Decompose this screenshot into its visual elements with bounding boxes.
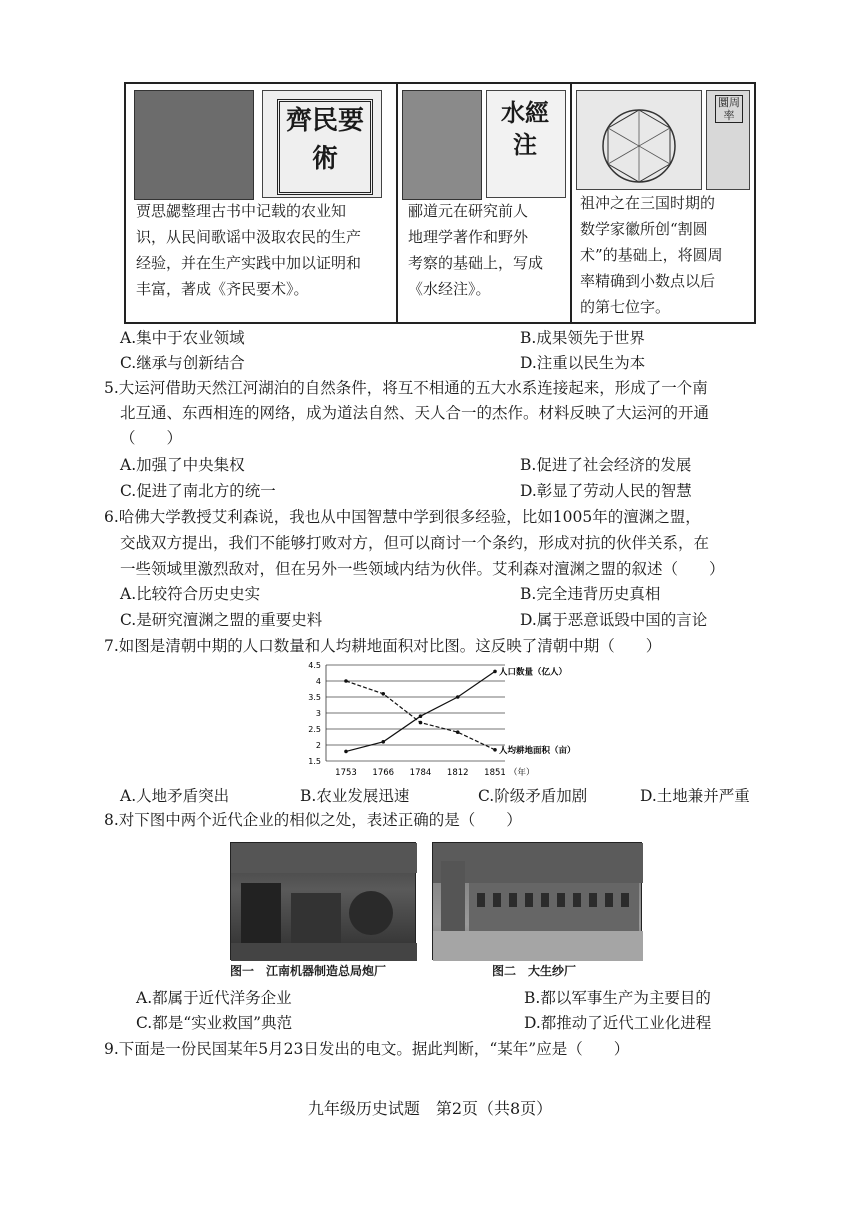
- y-tick-label: 2.5: [308, 725, 321, 734]
- book-page-photo: [134, 90, 254, 200]
- data-point: [493, 670, 497, 674]
- book-cover-photo: [486, 90, 566, 198]
- factory-photo-2: [432, 842, 642, 960]
- data-point: [344, 679, 348, 683]
- q5-option-b: B.促进了社会经济的发展: [520, 456, 692, 474]
- q5-option-c: C.促进了南北方的统一: [120, 482, 276, 500]
- q6-stem-line2: 交战双方提出，我们不能够打败对方，但可以商讨一个条约，形成对抗的伙伴关系，在: [120, 534, 710, 552]
- q5-option-d: D.彰显了劳动人民的智慧: [520, 482, 692, 500]
- y-tick-label: 4.5: [308, 661, 321, 670]
- y-tick-label: 4: [315, 677, 321, 686]
- x-tick-label: 1851: [484, 768, 506, 778]
- y-tick-label: 1.5: [308, 757, 321, 766]
- data-point: [493, 748, 497, 752]
- data-point: [344, 750, 348, 754]
- q4-option-d: D.注重以民生为本: [520, 354, 646, 372]
- q8-option-d: D.都推动了近代工业化进程: [524, 1014, 712, 1032]
- cell-text: 祖冲之在三国时期的 数学家徽所创“割圆 术”的基础上，将圆周 率精确到小数点以后 的第七位字。: [580, 194, 723, 316]
- q6-option-c: C.是研究澶渊之盟的重要史料: [120, 611, 323, 629]
- q8-option-a: A.都属于近代洋务企业: [136, 989, 292, 1007]
- data-point: [456, 730, 460, 734]
- q6-option-d: D.属于恶意诋毁中国的言论: [520, 611, 708, 629]
- series-label: 人口数量（亿人）: [499, 667, 568, 678]
- q7-option-c: C.阶级矛盾加剧: [478, 787, 588, 805]
- book-title-stamp: 水經注: [501, 98, 549, 159]
- q4-option-a: A.集中于农业领域: [120, 329, 245, 347]
- page-footer: 九年级历史试题 第2页（共8页）: [307, 1099, 553, 1118]
- q7-option-d: D.土地兼并严重: [640, 787, 750, 805]
- x-unit-label: （年）: [509, 768, 535, 778]
- cell-text: 郦道元在研究前人 地理学著作和野外 考察的基础上，写成 《水经注》。: [408, 202, 544, 298]
- cell-text: 贾思勰整理古书中记载的农业知 识，从民间歌谣中汲取农民的生产 经验，并在生产实践中加以证明和 丰富，著成《齐民要术》。: [136, 202, 362, 298]
- y-tick-label: 3: [315, 709, 321, 718]
- q8-option-b: B.都以军事生产为主要目的: [524, 989, 711, 1007]
- series-label: 人均耕地面积（亩）: [499, 745, 576, 756]
- q7-stem: 7.如图是清朝中期的人口数量和人均耕地面积对比图。这反映了清朝中期（ ）: [104, 637, 662, 655]
- data-point: [419, 721, 423, 725]
- table-cell-qimin: [126, 84, 398, 322]
- y-tick-label: 3.5: [308, 693, 321, 702]
- q5-option-a: A.加强了中央集权: [120, 456, 245, 474]
- q5-stem-line2: 北互通、东西相连的网络，成为道法自然、天人合一的杰作。材料反映了大运河的开通: [120, 404, 710, 422]
- q4-option-c: C.继承与创新结合: [120, 354, 245, 372]
- population-land-chart: [300, 655, 576, 780]
- q5-stem-line3: （ ）: [120, 429, 183, 447]
- q6-option-a: A.比较符合历史史实: [120, 585, 261, 603]
- x-tick-label: 1784: [409, 768, 432, 778]
- table-cell-zuchongzhi: [572, 84, 754, 322]
- data-point: [419, 714, 423, 718]
- q4-option-b: B.成果领先于世界: [520, 329, 645, 347]
- q8-option-c: C.都是“实业救国”典范: [136, 1014, 293, 1032]
- data-point: [381, 740, 385, 744]
- photo2-caption: 图二 大生纱厂: [492, 964, 577, 978]
- cut-circle-icon: [577, 91, 701, 189]
- data-point: [456, 695, 460, 699]
- x-tick-label: 1812: [446, 768, 469, 778]
- book-page-photo: [402, 90, 482, 200]
- y-tick-label: 2: [315, 741, 321, 750]
- source-table: [124, 82, 756, 324]
- circle-diagram-photo: [576, 90, 702, 190]
- vertical-text-photo: 圜周率: [706, 90, 750, 190]
- x-tick-label: 1753: [335, 768, 357, 778]
- q6-stem-line1: 6.哈佛大学教授艾利森说，我也从中国智慧中学到很多经验，比如1005年的澶渊之盟，: [104, 508, 701, 526]
- x-tick-label: 1766: [372, 768, 395, 778]
- photo1-caption: 图一 江南机器制造总局炮厂: [230, 964, 387, 978]
- book-title-stamp: 齊民要術: [277, 99, 373, 195]
- q7-option-a: A.人地矛盾突出: [120, 787, 230, 805]
- factory-photo-1: [230, 842, 416, 960]
- q5-stem-line1: 5.大运河借助天然江河湖泊的自然条件，将互不相通的五大水系连接起来，形成了一个南: [104, 379, 708, 397]
- q8-stem: 8.对下图中两个近代企业的相似之处，表述正确的是（ ）: [104, 811, 522, 829]
- q7-option-b: B.农业发展迅速: [300, 787, 410, 805]
- book-cover-photo: [262, 90, 382, 198]
- q9-stem: 9.下面是一份民国某年5月23日发出的电文。据此判断，“某年”应是（ ）: [104, 1040, 630, 1058]
- q6-stem-line3: 一些领域里激烈敌对，但在另外一些领域内结为伙伴。艾利森对澶渊之盟的叙述（ ）: [120, 560, 725, 578]
- q6-option-b: B.完全违背历史真相: [520, 585, 661, 603]
- data-point: [381, 692, 385, 696]
- table-cell-shuijing: [398, 84, 572, 322]
